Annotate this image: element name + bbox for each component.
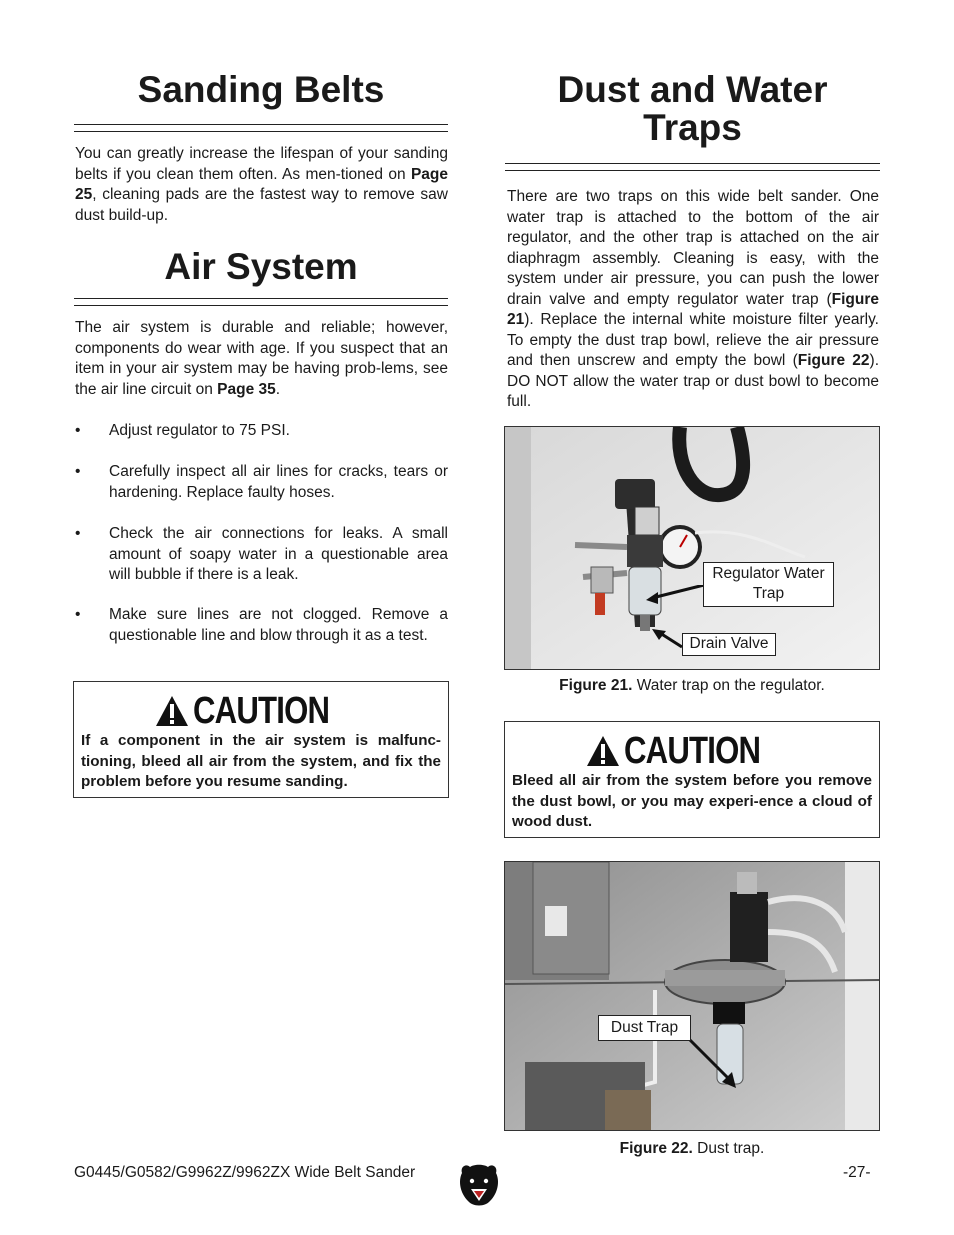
caution-text: Bleed all air from the system before you remove the dust bowl, or you may experi-ence a cloud of wood dust. bbox=[512, 772, 872, 830]
caution-header bbox=[505, 730, 879, 772]
callout-drain-valve: Drain Valve bbox=[682, 633, 776, 656]
caution-text: If a component in the air system is malfunc-tioning, bleed all air from the system, and fix the problem before you resume sanding. bbox=[81, 732, 441, 790]
figure-22-caption: Figure 22. Dust trap. bbox=[619, 1140, 765, 1157]
callout-regulator-water-trap: Regulator Water Trap bbox=[703, 562, 834, 607]
bullet-item: • Check the air connections for leaks. A small amount of soapy water in a questionable area will bubble if there is a leak. bbox=[75, 525, 448, 583]
caution-label: CAUTION bbox=[192, 689, 329, 732]
warning-triangle-icon bbox=[155, 695, 189, 727]
footer-model: G0445/G0582/G9962Z/9962ZX Wide Belt Sander bbox=[74, 1164, 416, 1181]
sanding-belts-heading: Sanding Belts bbox=[137, 69, 385, 110]
bullet-dot: • bbox=[75, 525, 81, 542]
heading-rule bbox=[505, 163, 880, 171]
heading-rule bbox=[74, 298, 448, 306]
caution-box-dust bbox=[504, 721, 880, 838]
bullet-item: • Carefully inspect all air lines for cracks, tears or hardening. Replace faulty hoses. bbox=[75, 463, 448, 501]
bullet-dot: • bbox=[75, 422, 81, 439]
bullet-dot: • bbox=[75, 606, 81, 623]
dust-water-traps-heading: Dust and Water Traps bbox=[557, 69, 828, 148]
bullet-item: • Adjust regulator to 75 PSI. bbox=[75, 421, 448, 443]
caution-label: CAUTION bbox=[623, 729, 760, 772]
traps-paragraph: There are two traps on this wide belt sander. One water trap is attached to the bottom of the air regulator, and the other trap is attached on the air diaphragm assembly. Cleaning is easy, with the system under air pressure, you can push the lower drain valve and empty regulator water trap (Figure 21). Replace the internal white moisture filter yearly. To empty the dust trap bowl, relieve the air pressure and then unscrew and empty the bowl (Figure 22). DO NOT allow the water trap or dust bowl to become full. bbox=[507, 188, 879, 410]
callout-dust-trap: Dust Trap bbox=[598, 1015, 691, 1041]
grizzly-bear-logo-icon bbox=[458, 1163, 500, 1209]
caution-header bbox=[74, 690, 448, 732]
sanding-belts-paragraph: You can greatly increase the lifespan of your sanding belts if you clean them often. As men-tioned on Page 25, cleaning pads are the fastest way to remove saw dust build-up. bbox=[75, 145, 448, 224]
heading-rule bbox=[74, 124, 448, 132]
bullet-dot: • bbox=[75, 463, 81, 480]
air-system-heading: Air System bbox=[164, 246, 358, 287]
bullet-item: • Make sure lines are not clogged. Remove a questionable line and blow through it as a test. bbox=[75, 606, 448, 644]
warning-triangle-icon bbox=[586, 735, 620, 767]
caution-box-air bbox=[73, 681, 449, 798]
footer-page-number: -27- bbox=[843, 1164, 871, 1181]
figure-21-caption: Figure 21. Water trap on the regulator. bbox=[559, 677, 825, 694]
air-system-paragraph: The air system is durable and reliable; however, components do wear with age. If you suspect that an item in your air system may be having prob-lems, see the air line circuit on Page 35. bbox=[75, 319, 448, 398]
